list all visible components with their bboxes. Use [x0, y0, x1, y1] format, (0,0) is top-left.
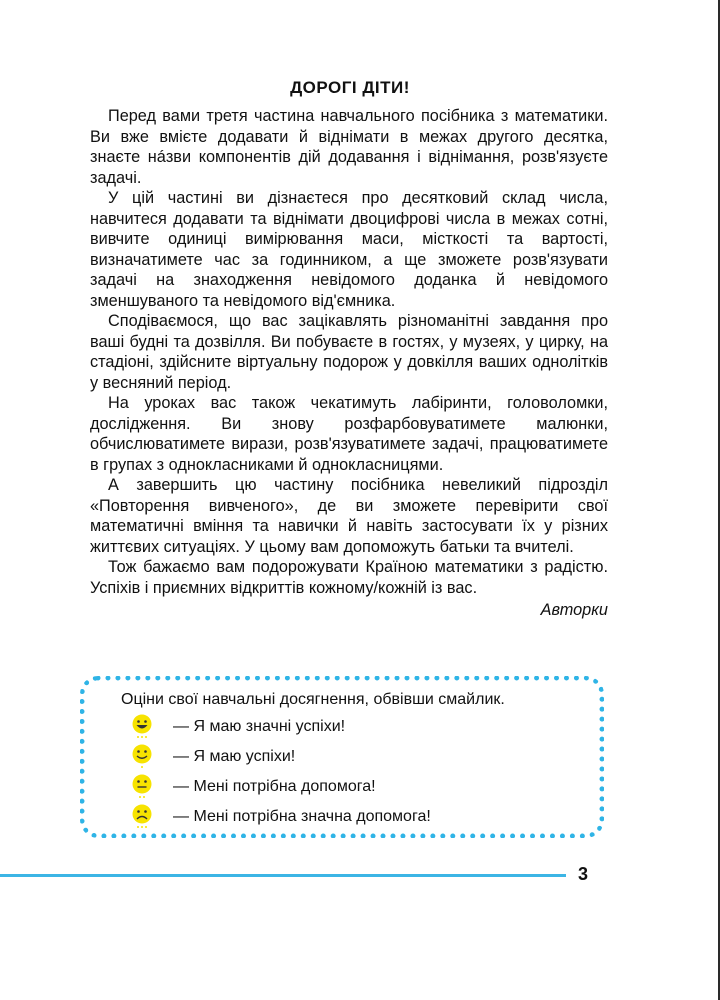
- page-number: 3: [578, 864, 589, 884]
- paragraph: Сподіваємося, що вас зацікавлять різноманітні завдання про ваші будні та дозвілля. Ви побуваєте в гостях, у музеях, у цирку, на стадіоні, здійсните віртуальну подорож у довкілля ваших однолітків у весняний період.: [90, 312, 608, 392]
- assessment-label: — Мені потрібна допомога!: [173, 778, 376, 795]
- paragraph: Перед вами третя частина навчального посібника з математики. Ви вже вмієте додавати й віднімати в межах другого десятка, знаєте нáзви компонентів дій додавання і віднімання, розв'язуєте задачі.: [90, 107, 608, 187]
- neutral-face-icon[interactable]: [131, 773, 153, 801]
- intro-text: [90, 106, 608, 621]
- assessment-item: [131, 804, 431, 830]
- sad-face-icon[interactable]: [131, 803, 153, 831]
- assessment-item: [131, 774, 376, 800]
- smile-icon[interactable]: [131, 743, 153, 771]
- signature: Авторки: [540, 601, 608, 619]
- self-assessment-box: [80, 676, 604, 838]
- assessment-item: [131, 714, 345, 740]
- paragraph: Тож бажаємо вам подорожувати Країною математики з радістю. Успіхів і приємних відкриттів кожному/кожній із вас.: [90, 558, 608, 597]
- footer-divider: [0, 874, 566, 877]
- assessment-label: — Я маю значні успіхи!: [173, 718, 346, 735]
- assessment-item: [131, 744, 295, 770]
- assessment-instruction: Оціни свої навчальні досягнення, обвівши смайлик.: [121, 691, 505, 708]
- paragraph: У цій частині ви дізнаєтеся про десятковий склад числа, навчитеся додавати та віднімати двоцифрові числа в межах сотні, вивчите одиниці вимірювання маси, місткості та вартості, визначатимете час за годинником, а ще зможете розв'язувати задачі на знаходження невідомого доданка й невідомого зменшуваного та невідомого від'ємника.: [90, 189, 608, 310]
- big-smile-icon[interactable]: [131, 713, 153, 741]
- assessment-label: — Я маю успіхи!: [173, 748, 296, 765]
- paragraph: А завершить цю частину посібника невеликий підрозділ «Повторення вивченого», де ви зможете перевірити свої математичні вміння та навички й навіть застосувати їх у різних життєвих ситуаціях. У цьому вам допоможуть батьки та вчителі.: [90, 476, 608, 556]
- paragraph: На уроках вас також чекатимуть лабіринти, головоломки, дослідження. Ви знову розфарбовуватимете малюнки, обчислюватимете вирази, розв'язуватимете задачі, працюватимете в групах з однокласниками й однокласницями.: [90, 394, 608, 474]
- assessment-label: — Мені потрібна значна допомога!: [173, 808, 431, 825]
- page-title: ДОРОГІ ДІТИ!: [290, 78, 410, 97]
